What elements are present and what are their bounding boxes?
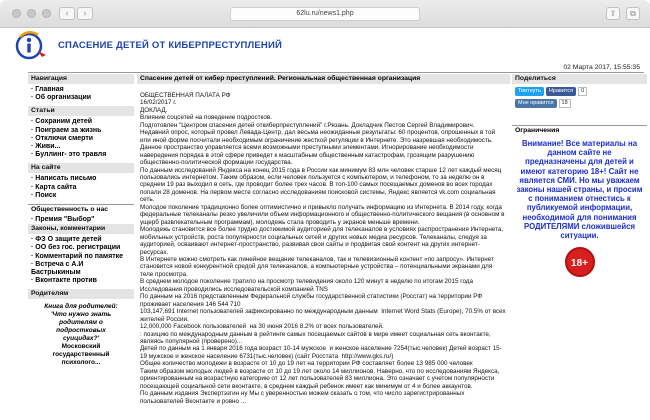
laws-heading: Законы, комментарии	[28, 224, 134, 234]
law-link[interactable]: · Комментарий по памятке	[31, 253, 134, 261]
site-header	[0, 28, 650, 63]
restrictions-heading: Ограничения	[512, 125, 647, 135]
current-date: 02 Марта 2017, 15:55:35	[563, 64, 640, 71]
on-site-menu	[28, 173, 134, 204]
left-sidebar	[28, 74, 134, 371]
law-link[interactable]: · Встреча с А.И Бастрыкиным	[31, 261, 134, 277]
tabs-icon[interactable]: ⧉	[626, 7, 640, 20]
laws-menu	[28, 234, 134, 289]
book-title: 'Что нужно знать родителям о подростковых суицидах?'	[50, 311, 112, 343]
browser-toolbar	[0, 0, 650, 28]
articles-menu	[28, 116, 134, 163]
article-link[interactable]: · Буллинг- это травля	[31, 151, 134, 159]
book-publisher: Московский государственный психолого...	[52, 343, 110, 367]
write-letter-link[interactable]: · Написать письмо	[31, 175, 134, 183]
chevron-right-icon[interactable]: ›	[77, 7, 93, 20]
law-link[interactable]: · ОО без гос. регистрации	[31, 244, 134, 252]
nav-heading: Навигация	[28, 74, 134, 84]
chevron-left-icon[interactable]: ‹	[59, 7, 75, 20]
zoom-window-button[interactable]	[42, 9, 51, 18]
law-link[interactable]: · Вконтакте против	[31, 277, 134, 285]
divider	[28, 72, 644, 73]
tweet-button[interactable]: Твитнуть	[515, 87, 544, 96]
award-link[interactable]: · Премия "Выбор"	[31, 216, 134, 224]
page-title: Спасение детей от кибер преступлений. Региональная общественная организация	[137, 74, 510, 84]
web-page	[0, 28, 650, 420]
right-sidebar	[512, 74, 647, 277]
article-link[interactable]: · Поиграем за жизнь	[31, 127, 134, 135]
vk-like-button[interactable]: Мне нравится	[515, 99, 557, 108]
share-buttons	[512, 84, 647, 99]
article-link[interactable]: · Сохраним детей	[31, 118, 134, 126]
age-warning-text: Внимание! Все материалы на данном сайте не предназначены для детей и имеют категорию 18+! Сайт не является СМИ. Но мы уважаем законы нашей страны, и просим с пониманием отнестись к публикуемой информации, необходимой для понимания РОДИТЕЛЯМИ сложившейся ситуации.	[516, 139, 643, 241]
article-body	[137, 84, 510, 405]
society-menu	[28, 214, 134, 224]
book-heading: Книга для родителей:	[44, 303, 118, 311]
parents-heading: Родителям	[28, 289, 134, 299]
site-title[interactable]: СПАСЕНИЕ ДЕТЕЙ ОТ КИБЕРПРЕСТУПЛЕНИЙ	[58, 40, 283, 51]
nav-item-home[interactable]: · Главная	[31, 86, 134, 94]
facebook-like-button[interactable]: Нравится	[546, 87, 576, 96]
society-heading: Общественность о нас	[28, 204, 134, 214]
vk-like-count: 18	[559, 99, 571, 108]
search-link[interactable]: · Поиск	[31, 192, 134, 200]
share-heading: Поделиться	[512, 74, 647, 84]
article-text: ОБЩЕСТВЕННАЯ ПАЛАТА РФ 16/02/2017 г. ДОКЛАД. Влияние соцсетей на поведение подростков. Подготовлен "Центром спасения детей откиберпреступлений" г.Рязань. Докладчик Пестов Сергей Владимирович. Недавний опрос, который провел Левада-Центр, дал весьма неожиданные результаты: 60 процентов, опрошенных в той или иной форме посчитали необходимым ограничение жесткой регуляции в Интернете. Это назревшая необходимость. Данное пространство управляется всеми возможными преступными элементами. Игнорирование необходимости навередения порядка в этой сфере приведет к масштабным общественным катастрофам, грозящим разрушению общественно-политической формации государства. По данным исследований Яндекса на конец 2015 года в России как минимум 83 млн человек старше 12 лет каждый месяц пользовались интернетом. Таким образом, если человек пользуется с компьютером, и телефоном, то за неделю он в среднем 19 раз выходил в сеть, где проводит более трех часов. В топ-100 самых посещаемых доменов во всех городах попали 28 доменов. На первом месте согласно исследованиям поисковой системы, Яндекс является vk.com социальная сеть. Молодое поколение традиционно более оптимистично и привыкло получать информацию из Интернета. В 2014 году, когда федеральные телеканалы резко увеличили объем информационного и общественно-политического вещания (в основном в ущерб развлекательным программам), молодежь стала проводить у экранов меньше времени. Молодежь становится все более трудно достижимой аудиторией для телеканалов в условиях распространения Интернета, мобильных устройств, роста популярности социальных сетей и других новых медиа ресурсов. Телеканалы, следуя за аудиторией, осваивают интернет-пространство, развивая свои сайты и продвигая свой контент на других интернет-ресурсах. В Интернете можно смотреть как линейное вещание телеканалов, так и телевизионный контент «по запросу». Интернет становится новой конкурентной средой для телеканалов, а компьютерные устройства – потенциальными экранами для теле просмотра. В среднем молодое поколение тратило на просмотр телевидения около 120 минут в неделю по итогам 2015 года Исследования проводились исследовательской компанией TNS По данным на 2016 представленным Федеральной службы государственной статистики (Росстат) на территории РФ проживает населения 146 544 710 103,147,691 Internet пользователей зафиксированно по международным данным Internet Word Stats (Europe), 70.5% от всех жителей России. 12,000,000 Facebook пользователей на 30 июня 2016 8.2% от всех пользователей. : позицию по международным данным в рейтинге самых посещаемых сайтов в мире имеет социальная сеть вконтакте, являясь популярной (проверено)... Детей по данным на 1 января 2016 года возраст 10-14 мужское и женское население 7254(тыс.человек) Детей возраст 15-19 мужское и женское население 6731(тыс.человек) (сайт Росстата http://www.gks.ru/) Общее количество молодежи в возрасте от 10 до 19 лет на территории РФ составляет более 13 985 000 человек Таким образом молодых людей в возрасте от 10 до 19 лет около 14 миллионов. Наверно, что по исследованиям Яндекса, ориентированным на возрастную категорию от 12 лет пользователей 83 миллиона. Это означает с учетом популярности посещающей социальной сети вконтакте, в среднем каждый ребенок имеет как минимум от 4 и более аккаунтов. По данным издания Экспертэзгин ну Мы с уверенностью можем сказать о том, что число зарегистрированных пользователей Вконтакте и ровно ...	[140, 92, 506, 405]
minimize-window-button[interactable]	[27, 9, 36, 18]
share-icon[interactable]: ⇪	[606, 7, 620, 20]
nav-item-about[interactable]: · Об организации	[31, 94, 134, 102]
address-bar[interactable]: 62lu.ru/news1.php	[230, 7, 420, 21]
age-18-badge: 18+	[565, 247, 595, 277]
articles-heading: Статьи	[28, 106, 134, 116]
close-window-button[interactable]	[12, 9, 21, 18]
sitemap-link[interactable]: · Карта сайта	[31, 184, 134, 192]
article-link[interactable]: · Отключи смерти	[31, 135, 134, 143]
main-content	[137, 74, 510, 420]
on-site-heading: На сайте	[28, 163, 134, 173]
share-buttons-row2	[512, 99, 647, 111]
parents-book-box[interactable]	[28, 299, 134, 371]
law-link[interactable]: · ФЗ О защите детей	[31, 236, 134, 244]
facebook-like-count: 0	[578, 87, 587, 96]
info-child-logo-icon[interactable]	[14, 31, 50, 61]
article-link[interactable]: · Живи...	[31, 143, 134, 151]
nav-menu	[28, 84, 134, 106]
